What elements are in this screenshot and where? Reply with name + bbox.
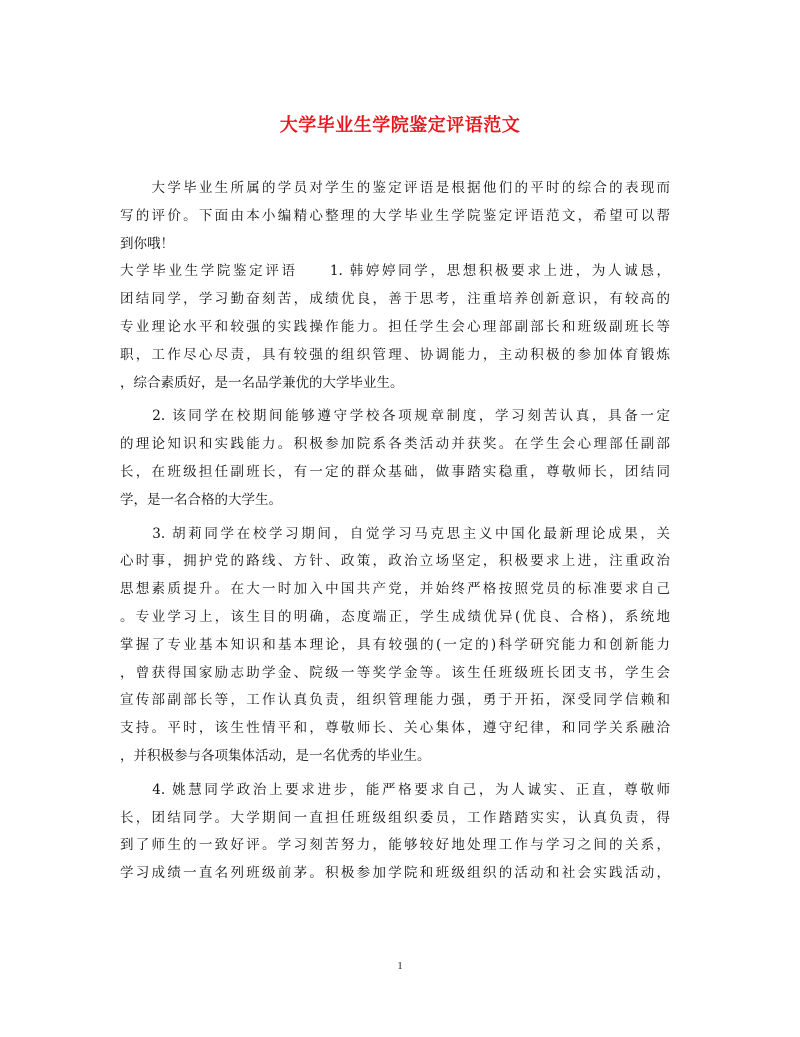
text-line: 长，在班级担任副班长，有一定的群众基础，做事踏实稳重，尊敬师长，团结同 xyxy=(120,463,670,480)
text-line: 思想素质提升。在大一时加入中国共产党，并始终严格按照党员的标准要求自己 xyxy=(120,581,670,598)
document-body xyxy=(120,175,670,888)
text-line: 支持。平时，该生性情平和，尊敬师长、关心集体，遵守纪律，和同学关系融洽 xyxy=(120,720,670,737)
text-line: ，并积极参与各项集体活动，是一名优秀的毕业生。 xyxy=(120,747,431,764)
text-line: 到了师生的一致好评。学习刻苦努力，能够较好地处理工作与学习之间的关系， xyxy=(120,837,670,854)
page-number: 1 xyxy=(397,960,403,972)
document-title: 大学毕业生学院鉴定评语范文 xyxy=(279,115,521,136)
text-line: 宣传部副部长等，工作认真负责，组织管理能力强，勇于开拓，深受同学信赖和 xyxy=(120,692,670,709)
text-line: 职，工作尽心尽责，具有较强的组织管理、协调能力，主动积极的参加体育锻炼 xyxy=(120,346,670,363)
text-line: 。专业学习上，该生目的明确，态度端正，学生成绩优异(优良、合格)，系统地 xyxy=(120,608,670,625)
text-line: 4. 姚慧同学政治上要求进步，能严格要求自己，为人诚实、正直，尊敬师 xyxy=(120,781,670,798)
text-line: 大学毕业生所属的学员对学生的鉴定评语是根据他们的平时的综合的表现而 xyxy=(120,180,670,196)
text-line: 长，团结同学。大学期间一直担任班级组织委员，工作踏踏实实，认真负责，得 xyxy=(120,809,670,826)
text-line: ，曾获得国家励志助学金、院级一等奖学金等。该生任班级班长团支书，学生会 xyxy=(120,664,670,681)
text-line: 学，是一名合格的大学生。 xyxy=(120,491,282,508)
text-line: 学习成绩一直名列班级前茅。积极参加学院和班级组织的活动和社会实践活动， xyxy=(120,865,670,882)
text-line: 的理论知识和实践能力。积极参加院系各类活动并获奖。在学生会心理部任副部 xyxy=(120,436,670,453)
text-line: 到你哦！ xyxy=(120,235,174,252)
text-line: 掌握了专业基本知识和基本理论，具有较强的(一定的)科学研究能力和创新能力 xyxy=(120,636,670,653)
text-line: 心时事，拥护党的路线、方针、政策，政治立场坚定，积极要求上进，注重政治 xyxy=(120,553,670,570)
text-line: 写的评价。下面由本小编精心整理的大学毕业生学院鉴定评语范文，希望可以帮 xyxy=(120,207,670,224)
text-line: ，综合素质好，是一名品学兼优的大学毕业生。 xyxy=(120,374,404,391)
text-line: 2. 该同学在校期间能够遵守学校各项规章制度，学习刻苦认真，具备一定 xyxy=(120,408,670,425)
text-line: 3. 胡莉同学在校学习期间，自觉学习马克思主义中国化最新理论成果，关 xyxy=(120,525,670,542)
text-line: 专业理论水平和较强的实践操作能力。担任学生会心理部副部长和班级副班长等 xyxy=(120,318,670,335)
text-line: 团结同学，学习勤奋刻苦，成绩优良，善于思考，注重培养创新意识，有较高的 xyxy=(120,291,670,308)
text-line: 大学毕业生学院鉴定评语 1. 韩婷婷同学，思想积极要求上进，为人诚恳， xyxy=(120,263,670,280)
